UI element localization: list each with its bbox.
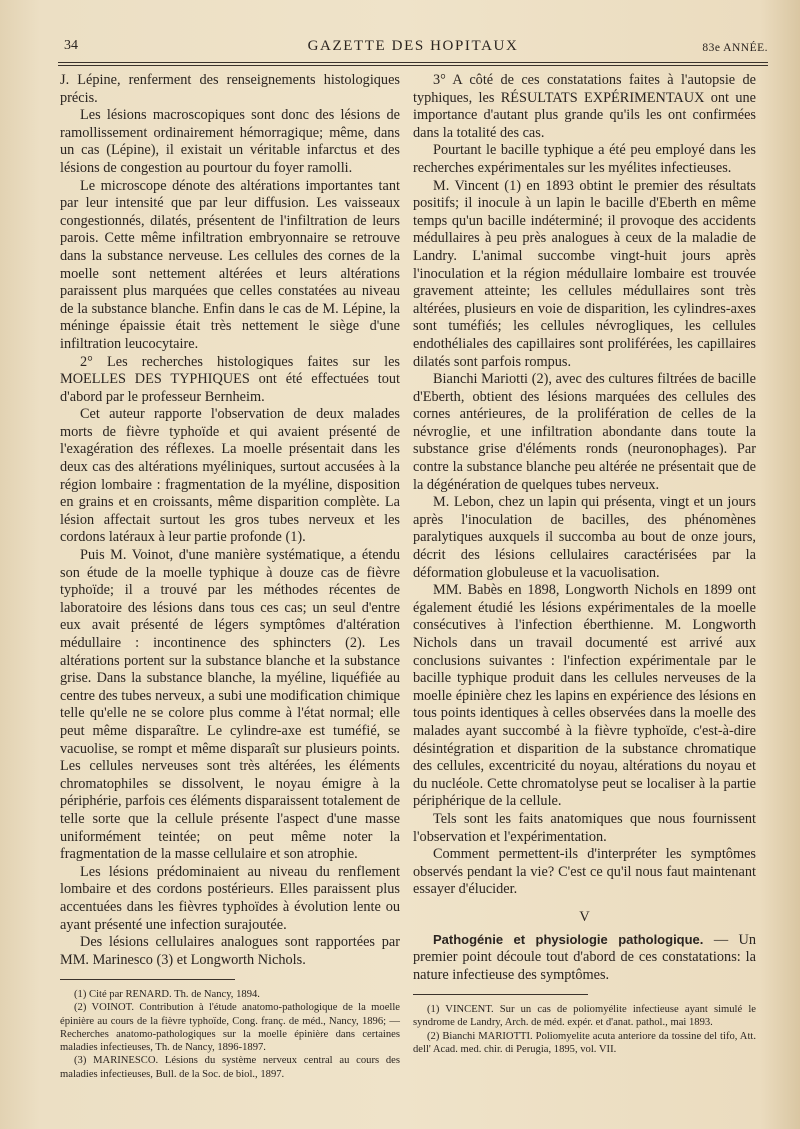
paragraph: J. Lépine, renferment des renseignements histologiques précis.: [60, 72, 400, 106]
section-text: — Un premier point découle tout d'abord de ces constatations: la nature infectieuse des symptômes.: [413, 931, 756, 983]
paragraph: Bianchi Mariotti (2), avec des cultures filtrées de bacille d'Eberth, obtient des lésions marquées des cellules des cornes antérieures, de la prolifération de celles de la névroglie, et une infiltration abondante dans toute la substance grise d'éléments ronds (neuronophages). Par contre la substance blanche peu altérée ne présentait que de la dégénération de quelques tubes nerveux.: [413, 371, 756, 493]
left-column: [60, 72, 400, 1081]
paragraph: 3° A côté de ces constatations faites à l'autopsie de typhiques, les RÉSULTATS EXPÉRIMENTAUX ont une importance d'autant plus grande qu'ils les ont confirmées dans la totalité des cas.: [413, 72, 756, 141]
page-header: [58, 38, 768, 58]
footnote: (1) VINCENT. Sur un cas de poliomyélite infectieuse ayant simulé le syndrome de Landry, Arch. de méd. expér. et d'anat. pathol., mai 1893.: [413, 1004, 756, 1029]
paragraph: Pourtant le bacille typhique a été peu employé dans les recherches expérimentales sur les myélites infectieuses.: [413, 142, 756, 176]
footnotes: [413, 1003, 756, 1056]
journal-title: GAZETTE DES HOPITAUX: [307, 38, 519, 54]
paragraph: Tels sont les faits anatomiques que nous fournissent l'observation et l'expérimentation.: [413, 810, 756, 845]
section-title: Pathogénie et physiologie pathologique.: [433, 931, 704, 947]
footnote: (3) MARINESCO. Lésions du système nerveux central au cours des maladies infectieuses, Bull. de la Soc. de biol., 1897.: [60, 1055, 400, 1080]
right-column: [413, 72, 756, 1056]
paragraph: M. Vincent (1) en 1893 obtint le premier des résultats positifs; il inocule à un lapin le bacille d'Eberth en même temps qu'un bacille indéterminé; il provoque des accidents médullaires à peu près analogues à ceux de la maladie de Landry. L'animal succombe vingt-huit jours après l'inoculation et la région médullaire lombaire est trouvée gravement atteinte; les cellules médullaires sont très altérées, plusieurs en voie de disparition, les cylindres-axes sont tuméfiés; les cellules névrogliques, les cellules endothéliales des capillaires sont proliférées, les capillaires dilatés sont parfois rompus.: [413, 177, 756, 370]
footnote-rule: [60, 979, 235, 980]
paragraph: Cet auteur rapporte l'observation de deux malades morts de fièvre typhoïde et qui avaient présenté de l'exagération des réflexes. La moelle présentait dans les deux cas des altérations myéliniques, surtout accusées à la région lombaire : fragmentation de la myéline, disposition en grains et en croissants, même disparition complète. La lésion affectait surtout les gros tubes nerveux et les cordons latéraux à leur partie profonde (1).: [60, 406, 400, 546]
paragraph: Puis M. Voinot, d'une manière systématique, a étendu son étude de la moelle typhique à douze cas de fièvre typhoïde; il a trouvé par les méthodes récentes de laboratoire des lésions dans tous ces cas; un seul d'entre eux avait présenté de légers symptômes d'altération médullaire : incontinence des sphincters (2). Les altérations portent sur la substance blanche et la substance grise. Dans la substance blanche, la myéline, liquéfiée au centre des tubes nerveux, a subi une modification chimique telle qu'elle ne se colore plus comme à l'état normal; elle peut même disparaître. Le cylindre-axe est tuméfié, se vacuolise, se rompt et même disparaît sur plusieurs points. Les cellules nerveuses sont très altérées, les éléments chromatophiles se dissolvent, le noyau émigre à la périphérie, parfois ces éléments disparaissent totalement de telle sorte que la cellule présente l'aspect d'une masse uniformément teintée; on peut même noter la fragmentation de la masse cellulaire et son atrophie.: [60, 547, 400, 863]
footnotes: [60, 988, 400, 1080]
paragraph: Des lésions cellulaires analogues sont rapportées par MM. Marinesco (3) et Longworth Nichols.: [60, 934, 400, 968]
footnote: (2) Bianchi MARIOTTI. Poliomyelite acuta anteriore da tossine del tifo, Att. dell' Acad. med. chir. di Perugia, 1895, vol. VII.: [413, 1030, 756, 1055]
header-rule-double: [58, 65, 768, 66]
page-number: 34: [64, 38, 78, 53]
section-paragraph: [413, 931, 756, 985]
footnote: (1) Cité par RENARD. Th. de Nancy, 1894.: [74, 989, 260, 1001]
paragraph: Comment permettent-ils d'interpréter les symptômes observés pendant la vie? C'est ce qu'il nous faut maintenant essayer d'élucider.: [413, 846, 756, 898]
paragraph: Le microscope dénote des altérations importantes tant par leur intensité que par leur diffusion. Les vaisseaux congestionnés, dilatés, présentent de l'infiltration de leurs parois. Cette même infiltration embryonnaire se retrouve dans la substance nerveuse. Les cellules des cornes de la moelle sont nettement altérées et leurs altérations paraissent plus marquées que celles constatées au niveau de la substance blanche. Enfin dans le cas de M. Lépine, la méninge épaissie était très nettement le siège d'une infiltration leucocytaire.: [60, 177, 400, 352]
section-number: V: [579, 908, 590, 925]
paragraph: M. Lebon, chez un lapin qui présenta, vingt et un jours après l'inoculation de bacilles, des phénomènes paralytiques auxquels il succomba au bout de onze jours, décrit des lésions cellulaires caractérisées par la déformation globuleuse et la vacuolisation.: [413, 494, 756, 581]
footnote: (2) VOINOT. Contribution à l'étude anatomo-pathologique de la moelle épinière au cours de la fièvre typhoïde, Cong. franç. de méd., Nancy, 1896; — Recherches anatomo-pathologiques sur la moelle épinière dans certaines maladies infectieuses, Th. de Nancy, 1896-1897.: [60, 1002, 400, 1054]
year-label: 83e ANNÉE.: [702, 42, 768, 54]
paragraph: MM. Babès en 1898, Longworth Nichols en 1899 ont également étudié les lésions expérimentales de la moelle consécutives à l'infection éberthienne. M. Longworth Nichols dans un travail documenté est arrivé aux conclusions suivantes : l'infection expérimentale par le bacille typhique produit dans les cellules nerveuses de la moelle épinière chez les lapins en expérience des lésions en tous points identiques à celles observées dans la moelle des malades ayant succombé à la fièvre typhoïde, c'est-à-dire désintégration et disparition de la substance chromatique des cellules, excentricité du noyau, altérations du noyau et du nucléole. Cette chromatolyse peut se localiser à la partie périphérique de la cellule.: [413, 582, 756, 810]
paragraph: Les lésions macroscopiques sont donc des lésions de ramollissement ordinairement hémorragique; même, dans un cas (Lépine), il existait un véritable infarctus et des lésions de congestion au pourtour du foyer ramolli.: [60, 107, 400, 176]
header-rule: [58, 62, 768, 63]
footnote-rule: [413, 994, 588, 995]
paragraph: Les lésions prédominaient au niveau du renflement lombaire et des cordons postérieurs. Elles paraissent plus accentuées dans les fièvres typhoïdes à évolution lente ou ayant présenté une infection surajoutée.: [60, 863, 400, 933]
paragraph: 2° Les recherches histologiques faites sur les MOELLES DES TYPHIQUES ont été effectuées tout d'abord par le professeur Bernheim.: [60, 353, 400, 405]
